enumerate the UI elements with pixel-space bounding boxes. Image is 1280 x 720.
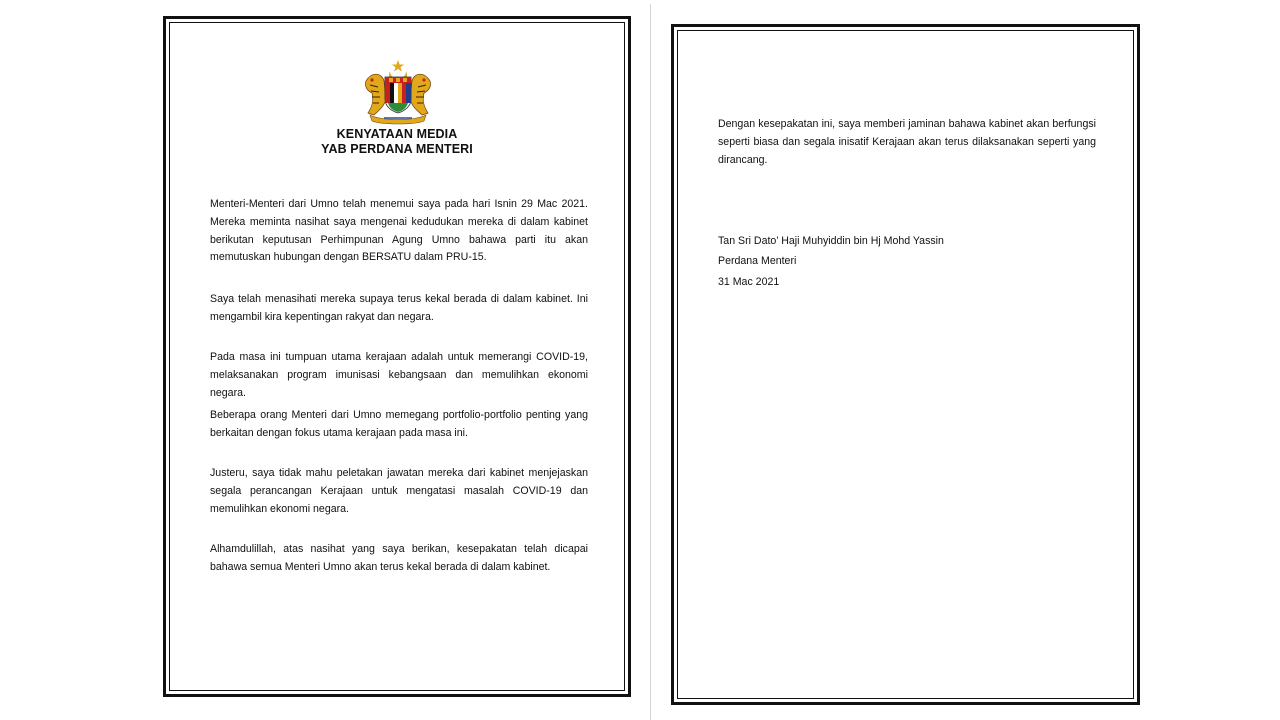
statement-title: KENYATAAN MEDIA (336, 127, 458, 141)
paragraph-4 (210, 407, 588, 443)
signature-block (718, 231, 944, 292)
statement-date: 31 Mac 2021 (718, 275, 780, 288)
document-page-2 (671, 24, 1140, 705)
page-divider (650, 4, 651, 720)
paragraph-text: Saya telah menasihati mereka supaya terus kekal berada di dalam kabinet. Ini mengambil kira kepentingan rakyat dan negara. (210, 293, 588, 323)
paragraph-2 (210, 291, 588, 327)
paragraph-text: Alhamdulillah, atas nasihat yang saya berikan, kesepakatan telah dicapai bahawa semua Menteri Umno akan terus kekal berada di dalam kabinet. (210, 543, 588, 573)
statement-heading (166, 127, 628, 157)
paragraph-1 (210, 196, 588, 267)
document-page-1 (163, 16, 631, 697)
paragraph-text: Beberapa orang Menteri dari Umno memegang portfolio-portfolio penting yang berkaitan dengan fokus utama kerajaan pada masa ini. (210, 409, 588, 439)
paragraph-text: Dengan kesepakatan ini, saya memberi jaminan bahawa kabinet akan berfungsi seperti biasa dan segala inisatif Kerajaan akan terus dilaksanakan seperti yang dirancang. (718, 118, 1096, 166)
paragraph-5 (210, 465, 588, 518)
paragraph-6 (210, 541, 588, 577)
paragraph-text: Justeru, saya tidak mahu peletakan jawatan mereka dari kabinet menjejaskan segala perancangan Kerajaan untuk mengatasi masalah COVID-19 dan memulihkan ekonomi negara. (210, 467, 588, 515)
paragraph-text: Pada masa ini tumpuan utama kerajaan adalah untuk memerangi COVID-19, melaksanakan program imunisasi kebangsaan dan memulihkan ekonomi negara. (210, 351, 588, 399)
statement-subtitle: YAB PERDANA MENTERI (321, 142, 473, 156)
signatory-title: Perdana Menteri (718, 255, 797, 268)
coat-of-arms-icon (360, 59, 436, 125)
closing-paragraph (718, 116, 1096, 169)
signatory-name: Tan Sri Dato’ Haji Muhyiddin bin Hj Mohd Yassin (718, 235, 944, 247)
paragraph-text: Menteri-Menteri dari Umno telah menemui saya pada hari Isnin 29 Mac 2021. Mereka meminta nasihat saya mengenai kedudukan mereka di dalam kabinet berikutan keputusan Perhimpunan Agung Umno bahawa parti itu akan memutuskan hubungan dengan BERSATU dalam PRU-15. (210, 198, 588, 264)
paragraph-3 (210, 349, 588, 402)
